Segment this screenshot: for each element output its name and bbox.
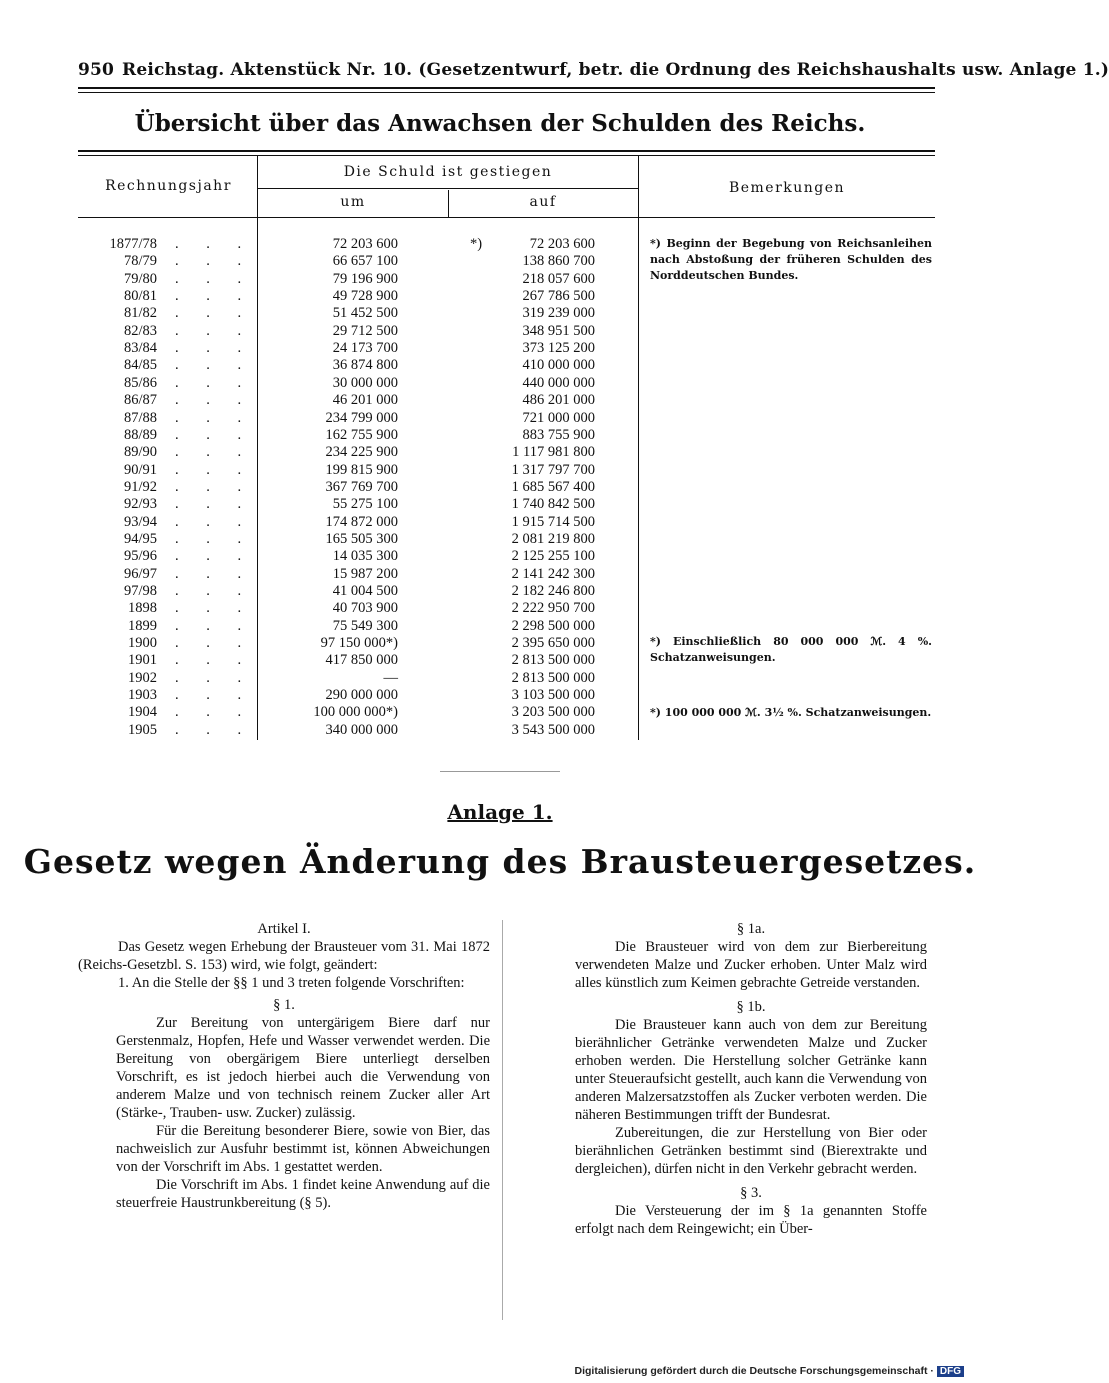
table-row (80, 427, 640, 444)
row-leader-dots: . . . (175, 565, 254, 582)
header-schuld-gestiegen: Die Schuld ist gestiegen (343, 164, 553, 180)
row-total: 3 203 500 000 (511, 704, 595, 721)
table-row (80, 357, 640, 374)
remark-note-1877: *) Beginn der Begebung von Reichsanleihen nach Abstoßung der früheren Schulden des Norddeutschen Bundes. (650, 237, 932, 282)
section-3-heading: § 3. (740, 1185, 762, 1201)
row-increase: 97 150 000*) (320, 635, 398, 652)
column-divider (502, 920, 503, 1320)
row-leader-dots: . . . (175, 305, 254, 322)
row-total: 1 317 797 700 (511, 461, 595, 478)
row-total: 218 057 600 (522, 270, 595, 287)
section-1b-para-1: Die Brausteuer kann auch von dem zur Bereitung bierähnlicher Getränke verwendeten Malze und Zucker erhoben werden. Die Herstellung solcher Getränke kann unter Steueraufsicht gestellt, auch kann die Verwendung von anderen Malzersatzstoffen als Zucker verboten werden. Die näheren Bestimmungen trifft der Bundesrat. (575, 1017, 927, 1123)
row-leader-dots: . . . (175, 426, 254, 443)
row-increase: 367 769 700 (325, 478, 398, 495)
row-leader-dots: . . . (175, 461, 254, 478)
row-increase: 24 173 700 (332, 340, 398, 357)
table-row (80, 687, 640, 704)
row-increase: 100 000 000*) (313, 704, 398, 721)
row-year: 78/79 (123, 253, 157, 270)
row-total: 410 000 000 (522, 357, 595, 374)
table-row (80, 531, 640, 548)
header-auf: auf (529, 194, 557, 210)
row-increase: 51 452 500 (332, 305, 398, 322)
section-1-body (78, 1014, 490, 1212)
header-rechnungsjahr: Rechnungsjahr (105, 178, 232, 194)
row-increase: 46 201 000 (332, 392, 398, 409)
row-year: 83/84 (123, 340, 157, 357)
row-leader-dots: . . . (175, 392, 254, 409)
row-year: 1899 (128, 617, 157, 634)
table-row (80, 323, 640, 340)
row-year: 94/95 (123, 530, 157, 547)
header-rule (78, 87, 935, 89)
row-total: 1 117 981 800 (512, 444, 595, 461)
row-total: 138 860 700 (522, 253, 595, 270)
row-total: 1 685 567 400 (511, 478, 595, 495)
table-top-rule (78, 150, 935, 152)
item-1: 1. An die Stelle der §§ 1 und 3 treten folgende Vorschriften: (118, 975, 465, 991)
row-total: 883 755 900 (522, 426, 595, 443)
row-increase: 14 035 300 (332, 548, 398, 565)
row-increase: 66 657 100 (332, 253, 398, 270)
section-3-para: Die Versteuerung der im § 1a genannten Stoffe erfolgt nach dem Reingewicht; ein Über- (575, 1203, 927, 1237)
row-increase: 340 000 000 (325, 721, 398, 738)
row-increase: 75 549 300 (332, 617, 398, 634)
row-footnote-marker: *) (470, 236, 483, 252)
row-year: 1904 (128, 704, 157, 721)
row-total: 2 395 650 000 (511, 635, 595, 652)
table-row (80, 253, 640, 270)
row-total: 348 951 500 (522, 322, 595, 339)
row-total: 721 000 000 (522, 409, 595, 426)
section-separator (440, 771, 560, 772)
table-row (80, 670, 640, 687)
row-year: 85/86 (123, 374, 157, 391)
row-total: 3 103 500 000 (511, 687, 595, 704)
row-increase: 49 728 900 (332, 288, 398, 305)
section-1-para-2: Für die Bereitung besonderer Biere, sowie von Bier, das nachweislich zur Ausfuhr bestimmt ist, können Abweichungen von der Vorschrift im Abs. 1 gestattet werden. (116, 1123, 490, 1175)
row-year: 1902 (128, 669, 157, 686)
section-1a-para: Die Brausteuer wird von dem zur Bierbereitung verwendeten Malze und Zucker erhoben. Unter Malz wird alles künstlich zum Keimen gebrachte Getreide verstanden. (575, 939, 927, 991)
row-year: 80/81 (123, 288, 157, 305)
row-year: 91/92 (123, 478, 157, 495)
table-row (80, 462, 640, 479)
footer-text: Digitalisierung gefördert durch die Deutsche Forschungsgemeinschaft · (574, 1365, 934, 1377)
row-year: 1877/78 (109, 236, 157, 252)
table-row (80, 722, 640, 739)
right-text-column (575, 920, 927, 1238)
row-increase: 79 196 900 (332, 270, 398, 287)
table-row (80, 444, 640, 461)
section-1b-heading: § 1b. (736, 999, 766, 1015)
table-row (80, 496, 640, 513)
row-leader-dots: . . . (175, 288, 254, 305)
row-leader-dots: . . . (175, 583, 254, 599)
anlage-heading: Anlage 1. (447, 800, 553, 824)
row-year: 95/96 (123, 548, 157, 565)
table-header-bottom-rule (78, 217, 935, 218)
table-row (80, 288, 640, 305)
row-total: 2 141 242 300 (511, 565, 595, 582)
row-increase: 30 000 000 (332, 374, 398, 391)
table-row (80, 392, 640, 409)
section-1-para-1: Zur Bereitung von untergärigem Biere darf nur Gerstenmalz, Hopfen, Hefe und Wasser verwendet werden. Die Bereitung von obergärigem Biere unterliegt derselben Vorschrift, es ist jedoch hierbei auch die Verwendung von anderem Malze und von technisch reinem Zucker aller Art (Stärke-, Trauben- usw. Zucker) zulässig. (116, 1015, 490, 1121)
row-leader-dots: . . . (175, 635, 254, 652)
row-total: 486 201 000 (522, 392, 595, 409)
row-year: 92/93 (123, 496, 157, 513)
group-header-rule (258, 188, 638, 189)
row-increase: 72 203 600 (332, 236, 398, 252)
artikel-heading: Artikel I. (257, 921, 311, 937)
row-leader-dots: . . . (175, 322, 254, 339)
row-total: 267 786 500 (522, 288, 595, 305)
row-year: 79/80 (123, 270, 157, 287)
page-number: 950 (78, 60, 115, 80)
row-leader-dots: . . . (175, 548, 254, 565)
row-total: 1 915 714 500 (511, 513, 595, 530)
row-increase: 15 987 200 (332, 565, 398, 582)
row-year: 82/83 (123, 322, 157, 339)
header-rule-thin (78, 92, 935, 93)
row-leader-dots: . . . (175, 617, 254, 634)
row-increase: 417 850 000 (325, 652, 398, 669)
row-leader-dots: . . . (175, 270, 254, 287)
table-row (80, 583, 640, 600)
row-year: 81/82 (123, 305, 157, 322)
table-row (80, 236, 640, 253)
row-leader-dots: . . . (175, 669, 254, 686)
row-leader-dots: . . . (175, 357, 254, 374)
row-increase: 234 799 000 (325, 409, 398, 426)
row-total: 373 125 200 (522, 340, 595, 357)
row-total: 2 125 255 100 (511, 548, 595, 565)
table-row (80, 704, 640, 721)
row-total: 2 081 219 800 (511, 530, 595, 547)
row-year: 1905 (128, 721, 157, 738)
row-leader-dots: . . . (175, 513, 254, 530)
row-leader-dots: . . . (175, 478, 254, 495)
row-year: 1898 (128, 600, 157, 617)
table-title: Übersicht über das Anwachsen der Schulden des Reichs. (134, 110, 866, 137)
row-increase: — (383, 669, 398, 686)
row-total: 319 239 000 (522, 305, 595, 322)
row-increase: 162 755 900 (325, 426, 398, 443)
row-total: 3 543 500 000 (511, 721, 595, 738)
table-row (80, 548, 640, 565)
row-year: 97/98 (123, 583, 157, 599)
row-increase: 40 703 900 (332, 600, 398, 617)
row-leader-dots: . . . (175, 704, 254, 721)
law-title: Gesetz wegen Änderung des Brausteuergesetzes. (23, 842, 977, 881)
row-year: 88/89 (123, 426, 157, 443)
row-year: 96/97 (123, 565, 157, 582)
row-leader-dots: . . . (175, 530, 254, 547)
row-increase: 29 712 500 (332, 322, 398, 339)
table-row (80, 410, 640, 427)
running-header (78, 60, 1109, 80)
row-increase: 199 815 900 (325, 461, 398, 478)
row-increase: 174 872 000 (325, 513, 398, 530)
table-row (80, 375, 640, 392)
row-increase: 165 505 300 (325, 530, 398, 547)
table-row (80, 618, 640, 635)
row-leader-dots: . . . (175, 444, 254, 461)
row-increase: 290 000 000 (325, 687, 398, 704)
table-row (80, 600, 640, 617)
row-leader-dots: . . . (175, 340, 254, 357)
table-row (80, 271, 640, 288)
remark-note-1904: *) 100 000 000 ℳ. 3½ %. Schatzanweisungen. (650, 706, 932, 719)
row-leader-dots: . . . (175, 236, 254, 252)
row-year: 1903 (128, 687, 157, 704)
table-row (80, 479, 640, 496)
row-year: 86/87 (123, 392, 157, 409)
table-row (80, 652, 640, 669)
row-leader-dots: . . . (175, 687, 254, 704)
row-leader-dots: . . . (175, 253, 254, 270)
section-1b-para-2: Zubereitungen, die zur Herstellung von Bier oder bierähnlichen Getränken bestimmt sind (Bierextrakte und dergleichen), dürfen nicht in den Verkehr gebracht werden. (575, 1125, 927, 1177)
row-total: 1 740 842 500 (511, 496, 595, 513)
row-increase: 55 275 100 (332, 496, 398, 513)
row-year: 1901 (128, 652, 157, 669)
table-row (80, 514, 640, 531)
row-year: 87/88 (123, 409, 157, 426)
dfg-logo: DFG (937, 1366, 964, 1377)
section-1a-heading: § 1a. (736, 921, 766, 937)
row-leader-dots: . . . (175, 374, 254, 391)
table-top-rule-thin (78, 155, 935, 156)
section-1-para-3: Die Vorschrift im Abs. 1 findet keine Anwendung auf die steuerfreie Haustrunkbereitung (§ 5). (116, 1177, 490, 1211)
remark-note-1900: *) Einschließlich 80 000 000 ℳ. 4 %. Schatzanweisungen. (650, 635, 932, 664)
row-total: 2 182 246 800 (511, 583, 595, 599)
row-year: 89/90 (123, 444, 157, 461)
section-1-heading: § 1. (273, 997, 295, 1013)
row-total: 2 298 500 000 (511, 617, 595, 634)
table-row (80, 566, 640, 583)
row-increase: 41 004 500 (332, 583, 398, 599)
row-leader-dots: . . . (175, 600, 254, 617)
row-year: 1900 (128, 635, 157, 652)
row-year: 90/91 (123, 461, 157, 478)
digitization-footer (575, 1365, 965, 1377)
table-row (80, 305, 640, 322)
row-leader-dots: . . . (175, 409, 254, 426)
row-total: 2 813 500 000 (511, 652, 595, 669)
header-um: um (340, 194, 366, 210)
row-increase: 234 225 900 (325, 444, 398, 461)
row-year: 84/85 (123, 357, 157, 374)
row-total: 2 813 500 000 (511, 669, 595, 686)
row-total: 72 203 600 (529, 236, 595, 252)
row-leader-dots: . . . (175, 496, 254, 513)
table-row (80, 340, 640, 357)
header-bemerkungen: Bemerkungen (728, 180, 846, 196)
row-increase: 36 874 800 (332, 357, 398, 374)
artikel-intro: Das Gesetz wegen Erhebung der Brausteuer vom 31. Mai 1872 (Reichs-Gesetzbl. S. 153) wird, wie folgt, geändert: (78, 939, 490, 973)
row-leader-dots: . . . (175, 652, 254, 669)
row-leader-dots: . . . (175, 721, 254, 738)
row-total: 440 000 000 (522, 374, 595, 391)
header-text: Reichstag. Aktenstück Nr. 10. (Gesetzentwurf, betr. die Ordnung des Reichshaushalts usw. Anlage 1.) (122, 60, 1109, 80)
table-row (80, 635, 640, 652)
row-year: 93/94 (123, 513, 157, 530)
left-text-column (78, 920, 490, 1212)
row-total: 2 222 950 700 (511, 600, 595, 617)
